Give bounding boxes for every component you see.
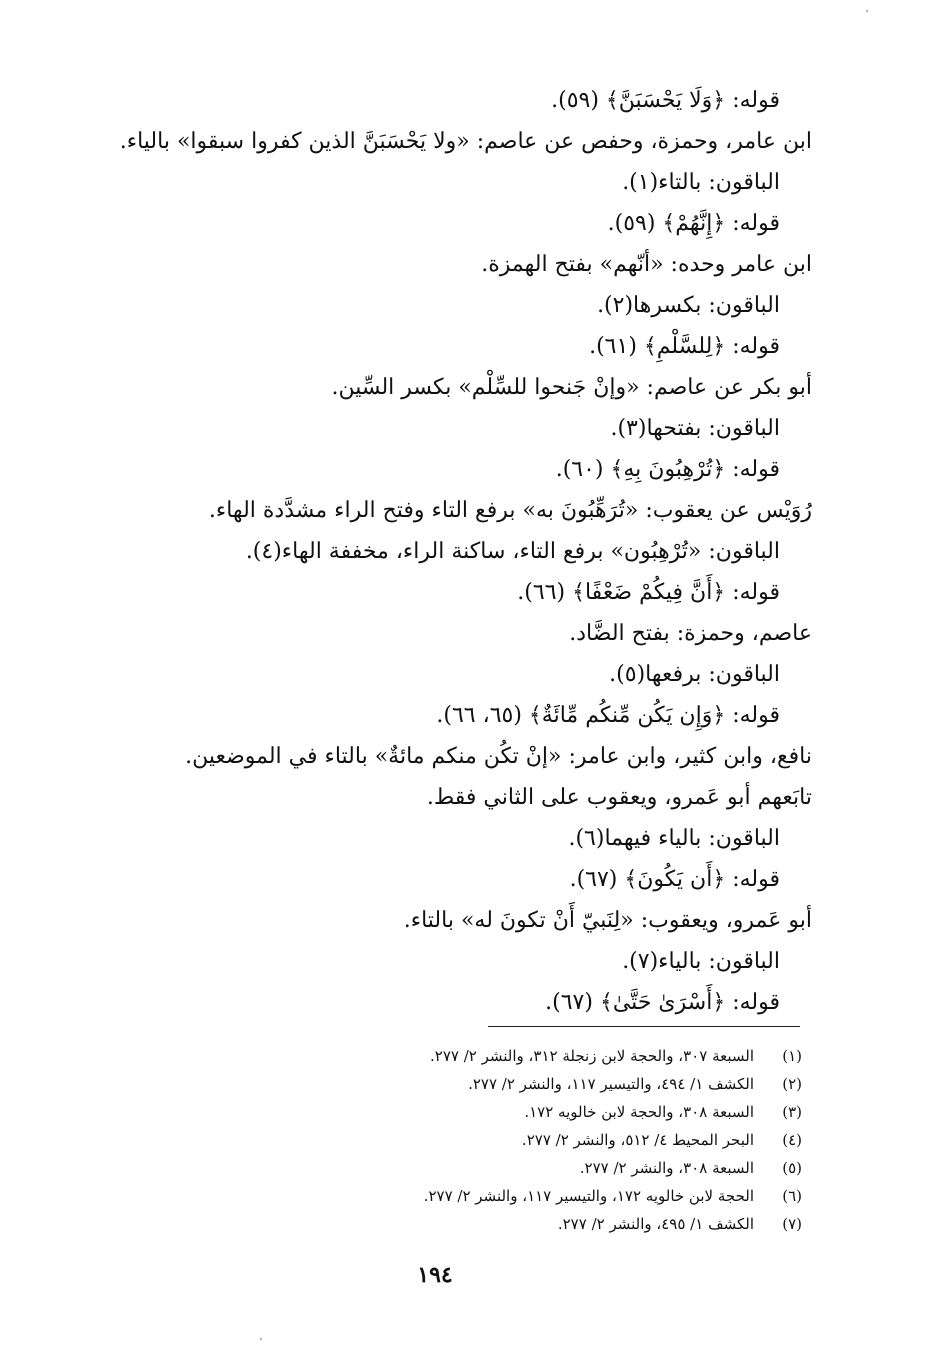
text-line: ابن عامر، وحمزة، وحفص عن عاصم: «ولا يَحْسَبَنَّ الذين كفروا سبقوا» بالياء. [119, 129, 812, 154]
footnote-number: (٥) [782, 1159, 802, 1177]
text-line: الباقون: بالياء(٧). [622, 949, 780, 974]
text-line: نافع، وابن كثير، وابن عامر: «إنْ تكُن منكم مائةٌ» بالتاء في الموضعين. [185, 744, 812, 769]
footnote-number: (٣) [782, 1103, 802, 1121]
scan-speck [866, 10, 868, 12]
footnote-number: (٢) [782, 1075, 802, 1093]
main-text [80, 80, 812, 1023]
footnote-number: (٤) [782, 1131, 802, 1149]
text-line: قوله: ﴿أَن يَكُونَ﴾ (٦٧). [569, 867, 780, 892]
text-line: قوله: ﴿أَنَّ فِيكُمْ ضَعْفًا﴾ (٦٦). [517, 580, 780, 605]
text-line: الباقون: بكسرها(٢). [597, 293, 780, 318]
text-line: عاصم، وحمزة: بفتح الضَّاد. [569, 621, 812, 646]
footnotes [182, 1042, 802, 1238]
footnote [182, 1098, 802, 1126]
footnote-text: السبعة ٣٠٨، والحجة لابن خالويه ١٧٢. [524, 1103, 754, 1121]
text-line: قوله: ﴿لِلسَّلْمِ﴾ (٦١). [589, 334, 780, 359]
text-line: قوله: ﴿أَسْرَىٰ حَتَّىٰ﴾ (٦٧). [545, 990, 780, 1015]
footnote-number: (٦) [782, 1187, 802, 1205]
footnote [182, 1210, 802, 1238]
text-line: تابَعهم أبو عَمرو، ويعقوب على الثاني فقط. [426, 785, 812, 810]
text-line: أبو عَمرو، ويعقوب: «لِنَبيّ أَنْ تكونَ له» بالتاء. [403, 908, 812, 933]
footnote-text: السبعة ٣٠٧، والحجة لابن زنجلة ٣١٢، والنشر ٢/ ٢٧٧. [430, 1047, 754, 1065]
footnote-text: الكشف ١/ ٤٩٥، والنشر ٢/ ٢٧٧. [557, 1215, 754, 1233]
text-line: قوله: ﴿وَإِن يَكُن مِّنكُم مِّائَةٌ﴾ (٦٥، ٦٦). [436, 703, 780, 728]
text-line: الباقون: بالتاء(١). [622, 170, 780, 195]
footnote-text: البحر المحيط ٤/ ٥١٢، والنشر ٢/ ٢٧٧. [521, 1131, 754, 1149]
footnote-text: الكشف ١/ ٤٩٤، والتيسير ١١٧، والنشر ٢/ ٢٧٧. [468, 1075, 754, 1093]
footnote-number: (١) [782, 1047, 802, 1065]
text-line: قوله: ﴿وَلَا يَحْسَبَنَّ﴾ (٥٩). [551, 88, 780, 113]
scan-speck [260, 1338, 262, 1340]
text-line: الباقون: برفعها(٥). [609, 662, 780, 687]
text-line: الباقون: بالياء فيهما(٦). [568, 826, 780, 851]
footnote-number: (٧) [782, 1215, 802, 1233]
text-line: قوله: ﴿تُرْهِبُونَ بِهِ﴾ (٦٠). [555, 457, 780, 482]
footnote [182, 1154, 802, 1182]
footnote [182, 1182, 802, 1210]
text-line: قوله: ﴿إِنَّهُمْ﴾ (٥٩). [607, 211, 780, 236]
text-line: أبو بكر عن عاصم: «وإنْ جَنحوا للسِّلْم» بكسر السِّين. [331, 375, 812, 400]
footnote [182, 1126, 802, 1154]
footnote [182, 1070, 802, 1098]
footnote [182, 1042, 802, 1070]
text-line: ابن عامر وحده: «أنّهم» بفتح الهمزة. [481, 252, 812, 277]
footnote-text: الحجة لابن خالويه ١٧٢، والتيسير ١١٧، والنشر ٢/ ٢٧٧. [423, 1187, 754, 1205]
text-line: رُوَيْس عن يعقوب: «تُرَهِّبُونَ به» برفع التاء وفتح الراء مشدَّدة الهاء. [208, 498, 812, 523]
footnote-text: السبعة ٣٠٨، والنشر ٢/ ٢٧٧. [579, 1159, 754, 1177]
page-number: ١٩٤ [417, 1262, 453, 1288]
footnote-divider [488, 1026, 800, 1027]
text-line: الباقون: بفتحها(٣). [610, 416, 780, 441]
text-line: الباقون: «تُرْهِبُون» برفع التاء، ساكنة الراء، مخففة الهاء(٤). [245, 539, 780, 564]
